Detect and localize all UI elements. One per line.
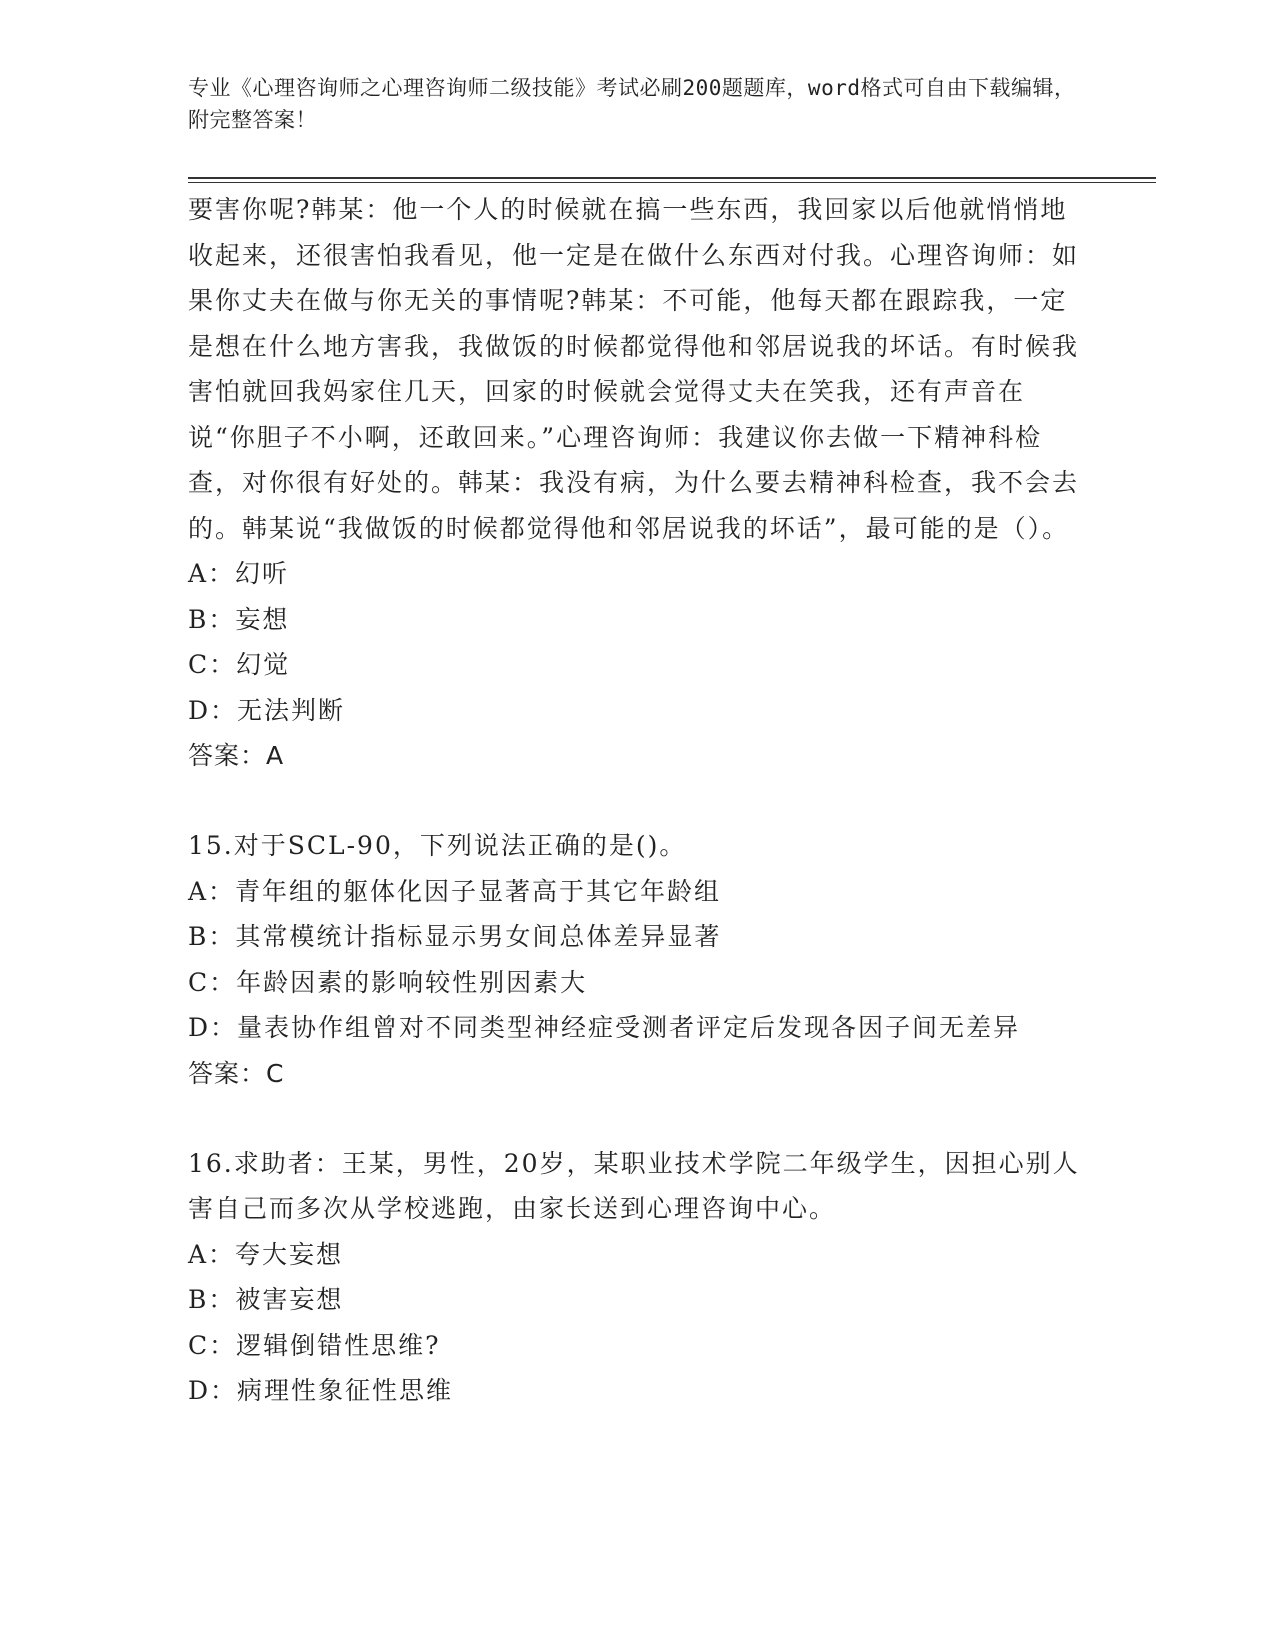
- header-divider-thin: [188, 182, 1156, 183]
- header-divider-thick: [188, 177, 1156, 179]
- question-15-option-a: A：青年组的躯体化因子显著高于其它年龄组: [188, 876, 722, 906]
- question-16-option-c: C：逻辑倒错性思维?: [188, 1330, 441, 1360]
- question-14-option-d: D：无法判断: [188, 695, 346, 725]
- spacer: [188, 778, 1088, 823]
- question-16-option-b: B：被害妄想: [188, 1285, 344, 1314]
- question-15-option-d: D：量表协作组曾对不同类型神经症受测者评定后发现各因子间无差异: [188, 1013, 1021, 1042]
- question-15-option-b: B：其常模统计指标显示男女间总体差异显著: [188, 922, 722, 951]
- document-header: 专业《心理咨询师之心理咨询师二级技能》考试必刷200题题库，word格式可自由下载编辑，附完整答案！: [188, 76, 1076, 132]
- question-16-option-d: D：病理性象征性思维: [188, 1376, 454, 1405]
- question-15-stem: 15.对于SCL-90，下列说法正确的是()。: [188, 831, 687, 860]
- question-14-option-c: C：幻觉: [188, 650, 291, 679]
- question-14-stem: 要害你呢?韩某：他一个人的时候就在搞一些东西，我回家以后他就悄悄地收起来，还很害怕我看见，他一定是在做什么东西对付我。心理咨询师：如果你丈夫在做与你无关的事情呢?韩某：不可能，他每天都在跟踪我，一定是想在什么地方害我，我做饭的时候都觉得他和邻居说我的坏话。有时候我害怕就回我妈家住几天，回家的时候就会觉得丈夫在笑我，还有声音在说“你胆子不小啊，还敢回来。”心理咨询师：我建议你去做一下精神科检查，对你很有好处的。韩某：我没有病，为什么要去精神科检查，我不会去的。韩某说“我做饭的时候都觉得他和邻居说我的坏话”，最可能的是（）。: [188, 195, 1080, 543]
- question-16-stem: 16.求助者：王某，男性，20岁，某职业技术学院二年级学生，因担心别人害自己而多次从学校逃跑，由家长送到心理咨询中心。: [188, 1148, 1080, 1223]
- question-16-option-a: A：夸大妄想: [188, 1239, 344, 1269]
- question-14-option-a: A：幻听: [188, 559, 290, 588]
- spacer: [188, 1096, 1088, 1141]
- question-14-answer: 答案：A: [188, 741, 285, 770]
- question-15-answer: 答案：C: [188, 1058, 285, 1088]
- document-body: [188, 187, 1088, 1414]
- question-15-option-c: C：年龄因素的影响较性别因素大: [188, 967, 588, 997]
- question-14-option-b: B：妄想: [188, 604, 290, 634]
